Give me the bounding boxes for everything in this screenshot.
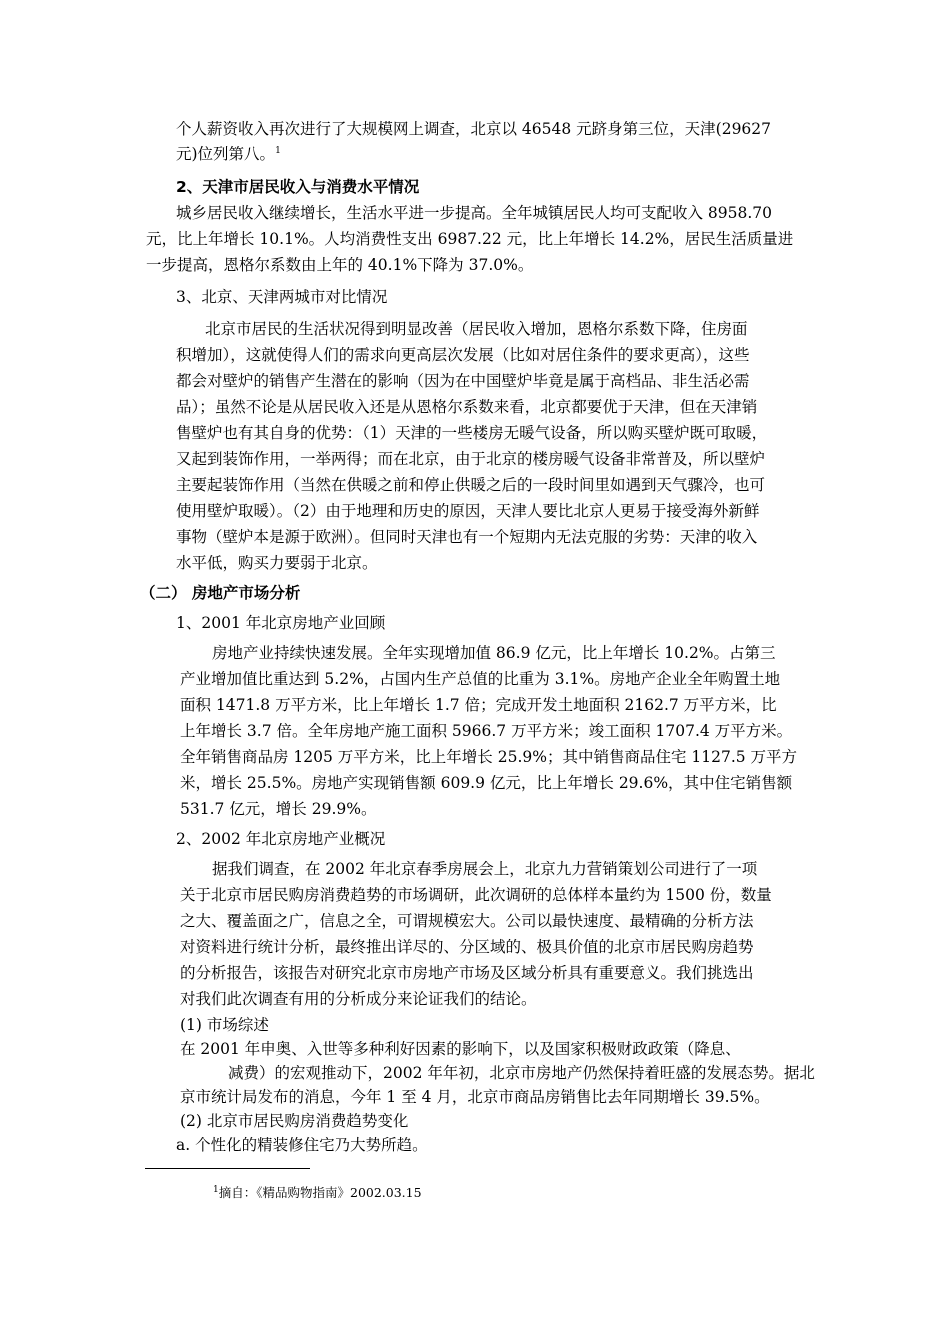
body-line-10: 售壁炉也有其自身的优势：（1）天津的一些楼房无暖气设备，所以购买壁炉既可取暖， [176,424,768,442]
subsection-heading-2002: 2、2002 年北京房地产业概况 [176,830,386,848]
body-line-26: 对资料进行统计分析，最终推出详尽的、分区域的、极具价值的北京市居民购房趋势 [180,938,754,956]
section-heading-comparison: 3、北京、天津两城市对比情况 [176,288,388,306]
body-line-13: 使用壁炉取暖）。（2）由于地理和历史的原因，天津人要比北京人更易于接受海外新鲜 [176,502,760,520]
body-line-5: 一步提高，恩格尔系数由上年的 40.1%下降为 37.0%。 [146,256,534,274]
section-heading-real-estate: （二） 房地产市场分析 [140,584,301,602]
footnote-text: 摘自：《精品购物指南》2002.03.15 [218,1185,422,1200]
footnote-reference[interactable]: 1 [275,145,281,156]
body-line-21: 米，增长 25.5%。房地产实现销售额 609.9 亿元，比上年增长 29.6%，其中住宅销售额 [180,774,793,792]
body-line-9: 品）；虽然不论是从居民收入还是从恩格尔系数来看，北京都要优于天津，但在天津销 [176,398,758,416]
body-line-23: 据我们调查，在 2002 年北京春季房展会上，北京九力营销策划公司进行了一项 [212,860,758,878]
footnote-mark: 1 [213,1184,219,1195]
body-line-12: 主要起装饰作用（当然在供暖之前和停止供暖之后的一段时间里如遇到天气骤冷，也可 [176,476,766,494]
subsection-heading-2001: 1、2001 年北京房地产业回顾 [176,614,386,632]
body-line-32: (2) 北京市居民购房消费趋势变化 [180,1112,409,1130]
body-line-28: 对我们此次调查有用的分析成分来论证我们的结论。 [180,990,537,1008]
body-line-16: 房地产业持续快速发展。全年实现增加值 86.9 亿元，比上年增长 10.2%。占第三 [212,644,776,662]
list-heading-trends: a. 个性化的精装修住宅乃大势所趋。 [176,1136,428,1154]
body-line-6: 北京市居民的生活状况得到明显改善（居民收入增加，恩格尔系数下降，住房面 [205,320,748,338]
section-heading-tianjin-income: 2、天津市居民收入与消费水平情况 [176,178,420,196]
body-line-18: 面积 1471.8 万平方米，比上年增长 1.7 倍；完成开发土地面积 2162.7 万平方米，比 [180,696,777,714]
body-line-19: 上年增长 3.7 倍。全年房地产施工面积 5966.7 万平方米；竣工面积 1707.4 万平方米。 [180,722,793,740]
footnote [213,1184,422,1202]
body-line-27: 的分析报告，该报告对研究北京市房地产市场及区域分析具有重要意义。我们挑选出 [180,964,754,982]
body-line-8: 都会对壁炉的销售产生潜在的影响（因为在中国壁炉毕竟是属于高档品、非生活必需 [176,372,750,390]
body-line-31: 京市统计局发布的消息，今年 1 至 4 月，北京市商品房销售比去年同期增长 39.5%。 [180,1088,770,1106]
body-line-2: 元)位列第八。$^1$ [176,145,281,163]
footnote-separator [145,1168,310,1169]
body-line-20: 全年销售商品房 1205 万平方米，比上年增长 25.9%；其中销售商品住宅 1127.5 万平方 [180,748,798,766]
body-line-30: 减费）的宏观推动下，2002 年年初，北京市房地产仍然保持着旺盛的发展态势。据北 [228,1064,815,1082]
body-line-4: 元，比上年增长 10.1%。人均消费性支出 6987.22 元，比上年增长 14.2%，居民生活质量进 [146,230,794,248]
body-line-7: 积增加），这就使得人们的需求向更高层次发展（比如对居住条件的要求更高），这些 [176,346,750,364]
body-line-29: (1) 市场综述 [180,1016,269,1034]
body-line-1: 个人薪资收入再次进行了大规模网上调查，北京以 46548 元跻身第三位，天津(29627 [176,120,772,138]
list-heading-market-overview: 在 2001 年申奥、入世等多种利好因素的影响下，以及国家积极财政政策（降息、 [180,1040,741,1058]
body-line-11: 又起到装饰作用，一举两得；而在北京，由于北京的楼房暖气设备非常普及，所以壁炉 [176,450,766,468]
body-line-25: 之大、覆盖面之广，信息之全，可谓规模宏大。公司以最快速度、最精确的分析方法 [180,912,754,930]
body-line-24: 关于北京市居民购房消费趋势的市场调研，此次调研的总体样本量约为 1500 份，数量 [180,886,772,904]
body-line-14: 事物（壁炉本是源于欧洲）。但同时天津也有一个短期内无法克服的劣势：天津的收入 [176,528,758,546]
body-line-15: 水平低，购买力要弱于北京。 [176,554,378,572]
body-line-22: 531.7 亿元，增长 29.9%。 [180,800,377,818]
body-line-17: 产业增加值比重达到 5.2%，占国内生产总值的比重为 3.1%。房地产企业全年购置土地 [180,670,781,688]
body-line-3: 城乡居民收入继续增长，生活水平进一步提高。全年城镇居民人均可支配收入 8958.70 [176,204,773,222]
